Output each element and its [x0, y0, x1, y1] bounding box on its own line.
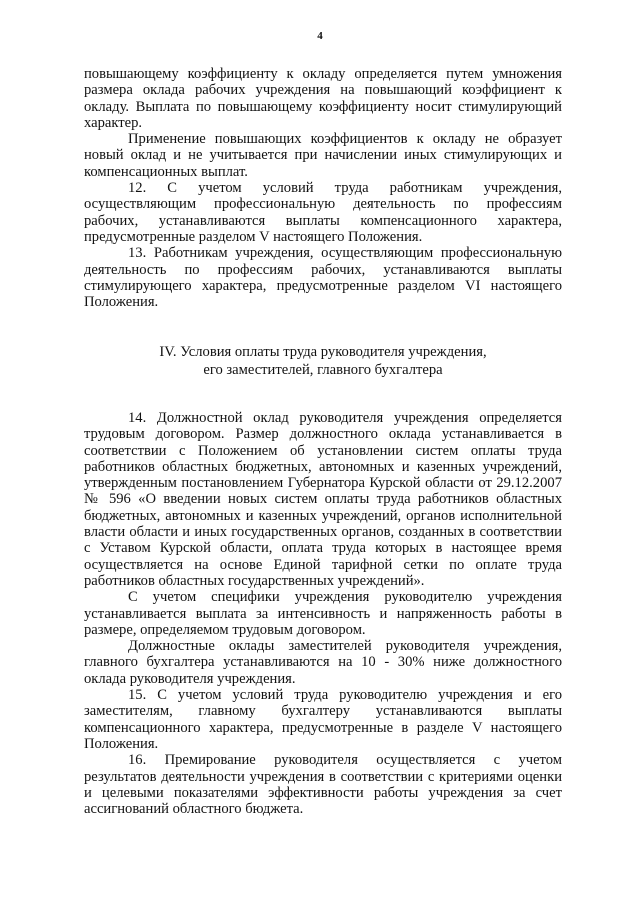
paragraph: 14. Должностной оклад руководителя учреждения определяется трудовым договором. Размер должностного оклада устанавливается в соответствии с Положением об установлении систем оплаты труда работников областных бюджетных, автономных и казенных учреждений, утвержденным постановлением Губернатора Курской области от 29.12.2007 № 596 «О введении новых систем оплаты труда работников областных бюджетных, автономных и казенных учреждений, органов исполнительной власти области и иных государственных органов, созданных в соответствии с Уставом Курской области, оплата труда которых в настоящее время осуществляется на основе Единой тарифной сетки по оплате труда работников областных государственных учреждений».	[84, 410, 562, 589]
section-heading-line: его заместителей, главного бухгалтера	[203, 362, 443, 378]
paragraph: 16. Премирование руководителя осуществляется с учетом результатов деятельности учреждения в соответствии с критериями оценки и целевыми показателями эффективности работы учреждения за счет ассигнований областного бюджета.	[84, 752, 562, 818]
paragraph: 13. Работникам учреждения, осуществляющим профессиональную деятельность по профессиям рабочих, устанавливаются выплаты стимулирующего характера, предусмотренные разделом VI настоящего Положения.	[84, 245, 562, 311]
section-heading	[84, 343, 562, 379]
text-block-top	[84, 66, 562, 310]
page-number: 4	[317, 30, 323, 42]
paragraph: повышающему коэффициенту к окладу определяется путем умножения размера оклада рабочих учреждения на повышающий коэффициент к окладу. Выплата по повышающему коэффициенту носит стимулирующий характер.	[84, 66, 562, 131]
paragraph: 15. С учетом условий труда руководителю учреждения и его заместителям, главному бухгалтеру устанавливаются выплаты компенсационного характера, предусмотренные в разделе V настоящего Положения.	[84, 687, 562, 752]
paragraph: Должностные оклады заместителей руководителя учреждения, главного бухгалтера устанавливаются на 10 - 30% ниже должностного оклада руководителя учреждения.	[84, 638, 562, 687]
text-block-bottom	[84, 410, 562, 817]
section-heading-line: IV. Условия оплаты труда руководителя учреждения,	[159, 344, 487, 360]
paragraph: Применение повышающих коэффициентов к окладу не образует новый оклад и не учитывается при начислении иных стимулирующих и компенсационных выплат.	[84, 131, 562, 180]
paragraph: 12. С учетом условий труда работникам учреждения, осуществляющим профессиональную деятельность по профессиям рабочих, устанавливаются выплаты компенсационного характера, предусмотренные разделом V настоящего Положения.	[84, 180, 562, 245]
paragraph: С учетом специфики учреждения руководителю учреждения устанавливается выплата за интенсивность и напряженность работы в размере, определяемом трудовым договором.	[84, 589, 562, 638]
